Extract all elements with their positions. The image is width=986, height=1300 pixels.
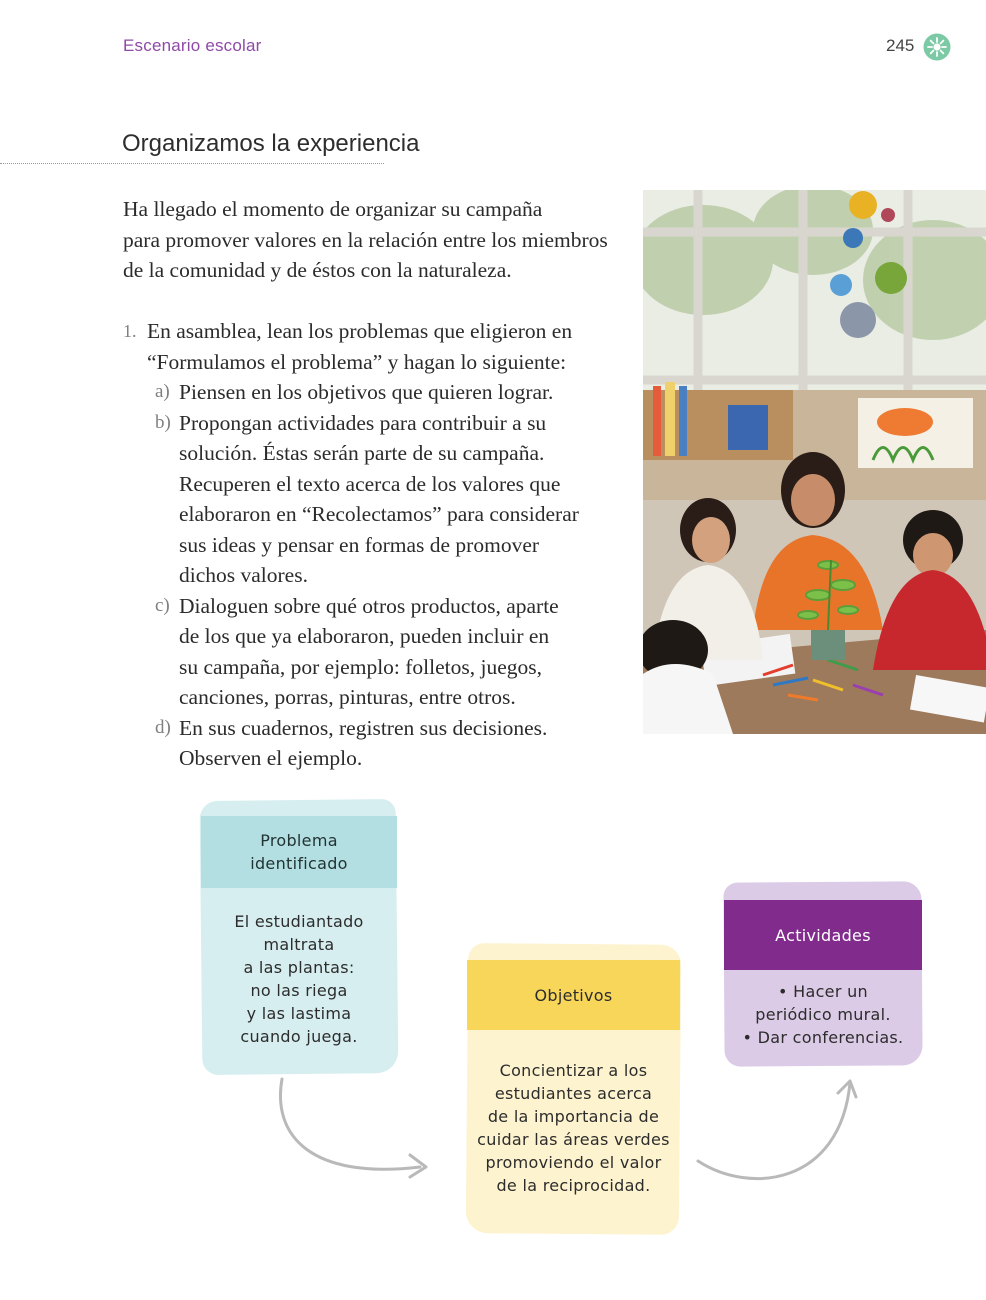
subitem-letter: c) xyxy=(155,594,170,616)
subitem-line: Dialoguen sobre qué otros productos, aparte xyxy=(179,593,559,618)
activities-body-line: • Dar conferencias. xyxy=(742,1028,904,1047)
problem-heading-line: Problema xyxy=(260,831,338,850)
intro-line: para promover valores en la relación entre los miembros xyxy=(123,227,608,252)
subitem-c xyxy=(155,591,603,713)
step-number: 1. xyxy=(123,321,137,341)
problem-body-line: no las riega xyxy=(250,981,348,1000)
problem-body-line: a las plantas: xyxy=(243,958,355,977)
activities-body-line: periódico mural. xyxy=(755,1005,891,1024)
title-dotted-rule xyxy=(0,163,384,164)
classroom-photo xyxy=(643,190,986,734)
subitem-letter: b) xyxy=(155,411,171,433)
intro-line: de la comunidad y de éstos con la naturaleza. xyxy=(123,258,512,282)
subitem-letter: d) xyxy=(155,716,171,738)
problem-card-heading xyxy=(201,816,397,888)
page-number: 245 xyxy=(886,36,915,55)
intro-paragraph xyxy=(123,194,623,286)
subitem-line: Observen el ejemplo. xyxy=(179,746,363,770)
subitem-line: Piensen en los objetivos que quieren lograr. xyxy=(179,380,554,404)
activities-card-heading xyxy=(724,900,922,970)
subitem-line: Propongan actividades para contribuir a su xyxy=(179,410,547,435)
subitem-line: canciones, porras, pinturas, entre otros. xyxy=(179,685,516,709)
running-head-section-name: Escenario escolar xyxy=(123,36,262,55)
sun-emblem-icon xyxy=(923,33,951,61)
problem-card-body xyxy=(201,910,397,1048)
section-title: Organizamos la experiencia xyxy=(122,130,420,157)
subitem-d xyxy=(155,713,603,774)
step-lead-line: “Formulamos el problema” y hagan lo siguiente: xyxy=(147,349,567,374)
objectives-body-line: estudiantes acerca xyxy=(494,1084,653,1103)
subitem-letter: a) xyxy=(155,381,170,402)
step-lead-line: En asamblea, lean los problemas que eligieron en xyxy=(147,319,573,343)
problem-card xyxy=(201,800,397,1074)
objectives-card xyxy=(467,944,680,1234)
activities-card xyxy=(724,882,922,1066)
objectives-card-heading xyxy=(467,960,680,1030)
problem-body-line: maltrata xyxy=(263,935,335,954)
subitem-b xyxy=(155,408,603,591)
arrow-objectives-to-activities xyxy=(690,1075,860,1195)
activities-body-line: • Hacer un xyxy=(778,982,868,1001)
subitem-line: Recuperen el texto acerca de los valores que xyxy=(179,471,561,496)
subitem-line: su campaña, por ejemplo: folletos, juegos, xyxy=(179,654,543,679)
objectives-body-line: de la reciprocidad. xyxy=(496,1176,651,1195)
problem-heading-line: identificado xyxy=(250,854,348,873)
problem-body-line: y las lastima xyxy=(246,1004,352,1023)
objectives-body-line: cuidar las áreas verdes xyxy=(477,1130,670,1149)
subitem-line: sus ideas y pensar en formas de promover xyxy=(179,532,540,557)
objectives-body-line: Concientizar a los xyxy=(499,1061,648,1080)
objectives-heading-line: Objetivos xyxy=(534,985,613,1005)
step-1 xyxy=(123,316,603,774)
intro-line: Ha llegado el momento de organizar su campaña xyxy=(123,197,543,221)
subitem-line: solución. Éstas serán parte de su campaña. xyxy=(179,441,545,465)
subitem-line: dichos valores. xyxy=(179,563,308,587)
activities-card-body xyxy=(724,980,922,1049)
objectives-body-line: de la importancia de xyxy=(487,1107,660,1126)
step-lead xyxy=(147,316,603,377)
problem-body-line: cuando juega. xyxy=(240,1027,358,1046)
subitem-line: En sus cuadernos, registren sus decisiones. xyxy=(179,715,548,740)
objectives-body-line: promoviendo el valor xyxy=(485,1153,662,1172)
subitem-line: elaboraron en “Recolectamos” para considerar xyxy=(179,502,579,526)
subitem-line: de los que ya elaboraron, pueden incluir en xyxy=(179,624,550,648)
subitem-a xyxy=(155,377,603,408)
problem-body-line: El estudiantado xyxy=(234,912,364,931)
objectives-card-body xyxy=(467,1059,680,1197)
arrow-problem-to-objectives xyxy=(270,1075,440,1185)
activities-heading-line: Actividades xyxy=(775,925,871,945)
